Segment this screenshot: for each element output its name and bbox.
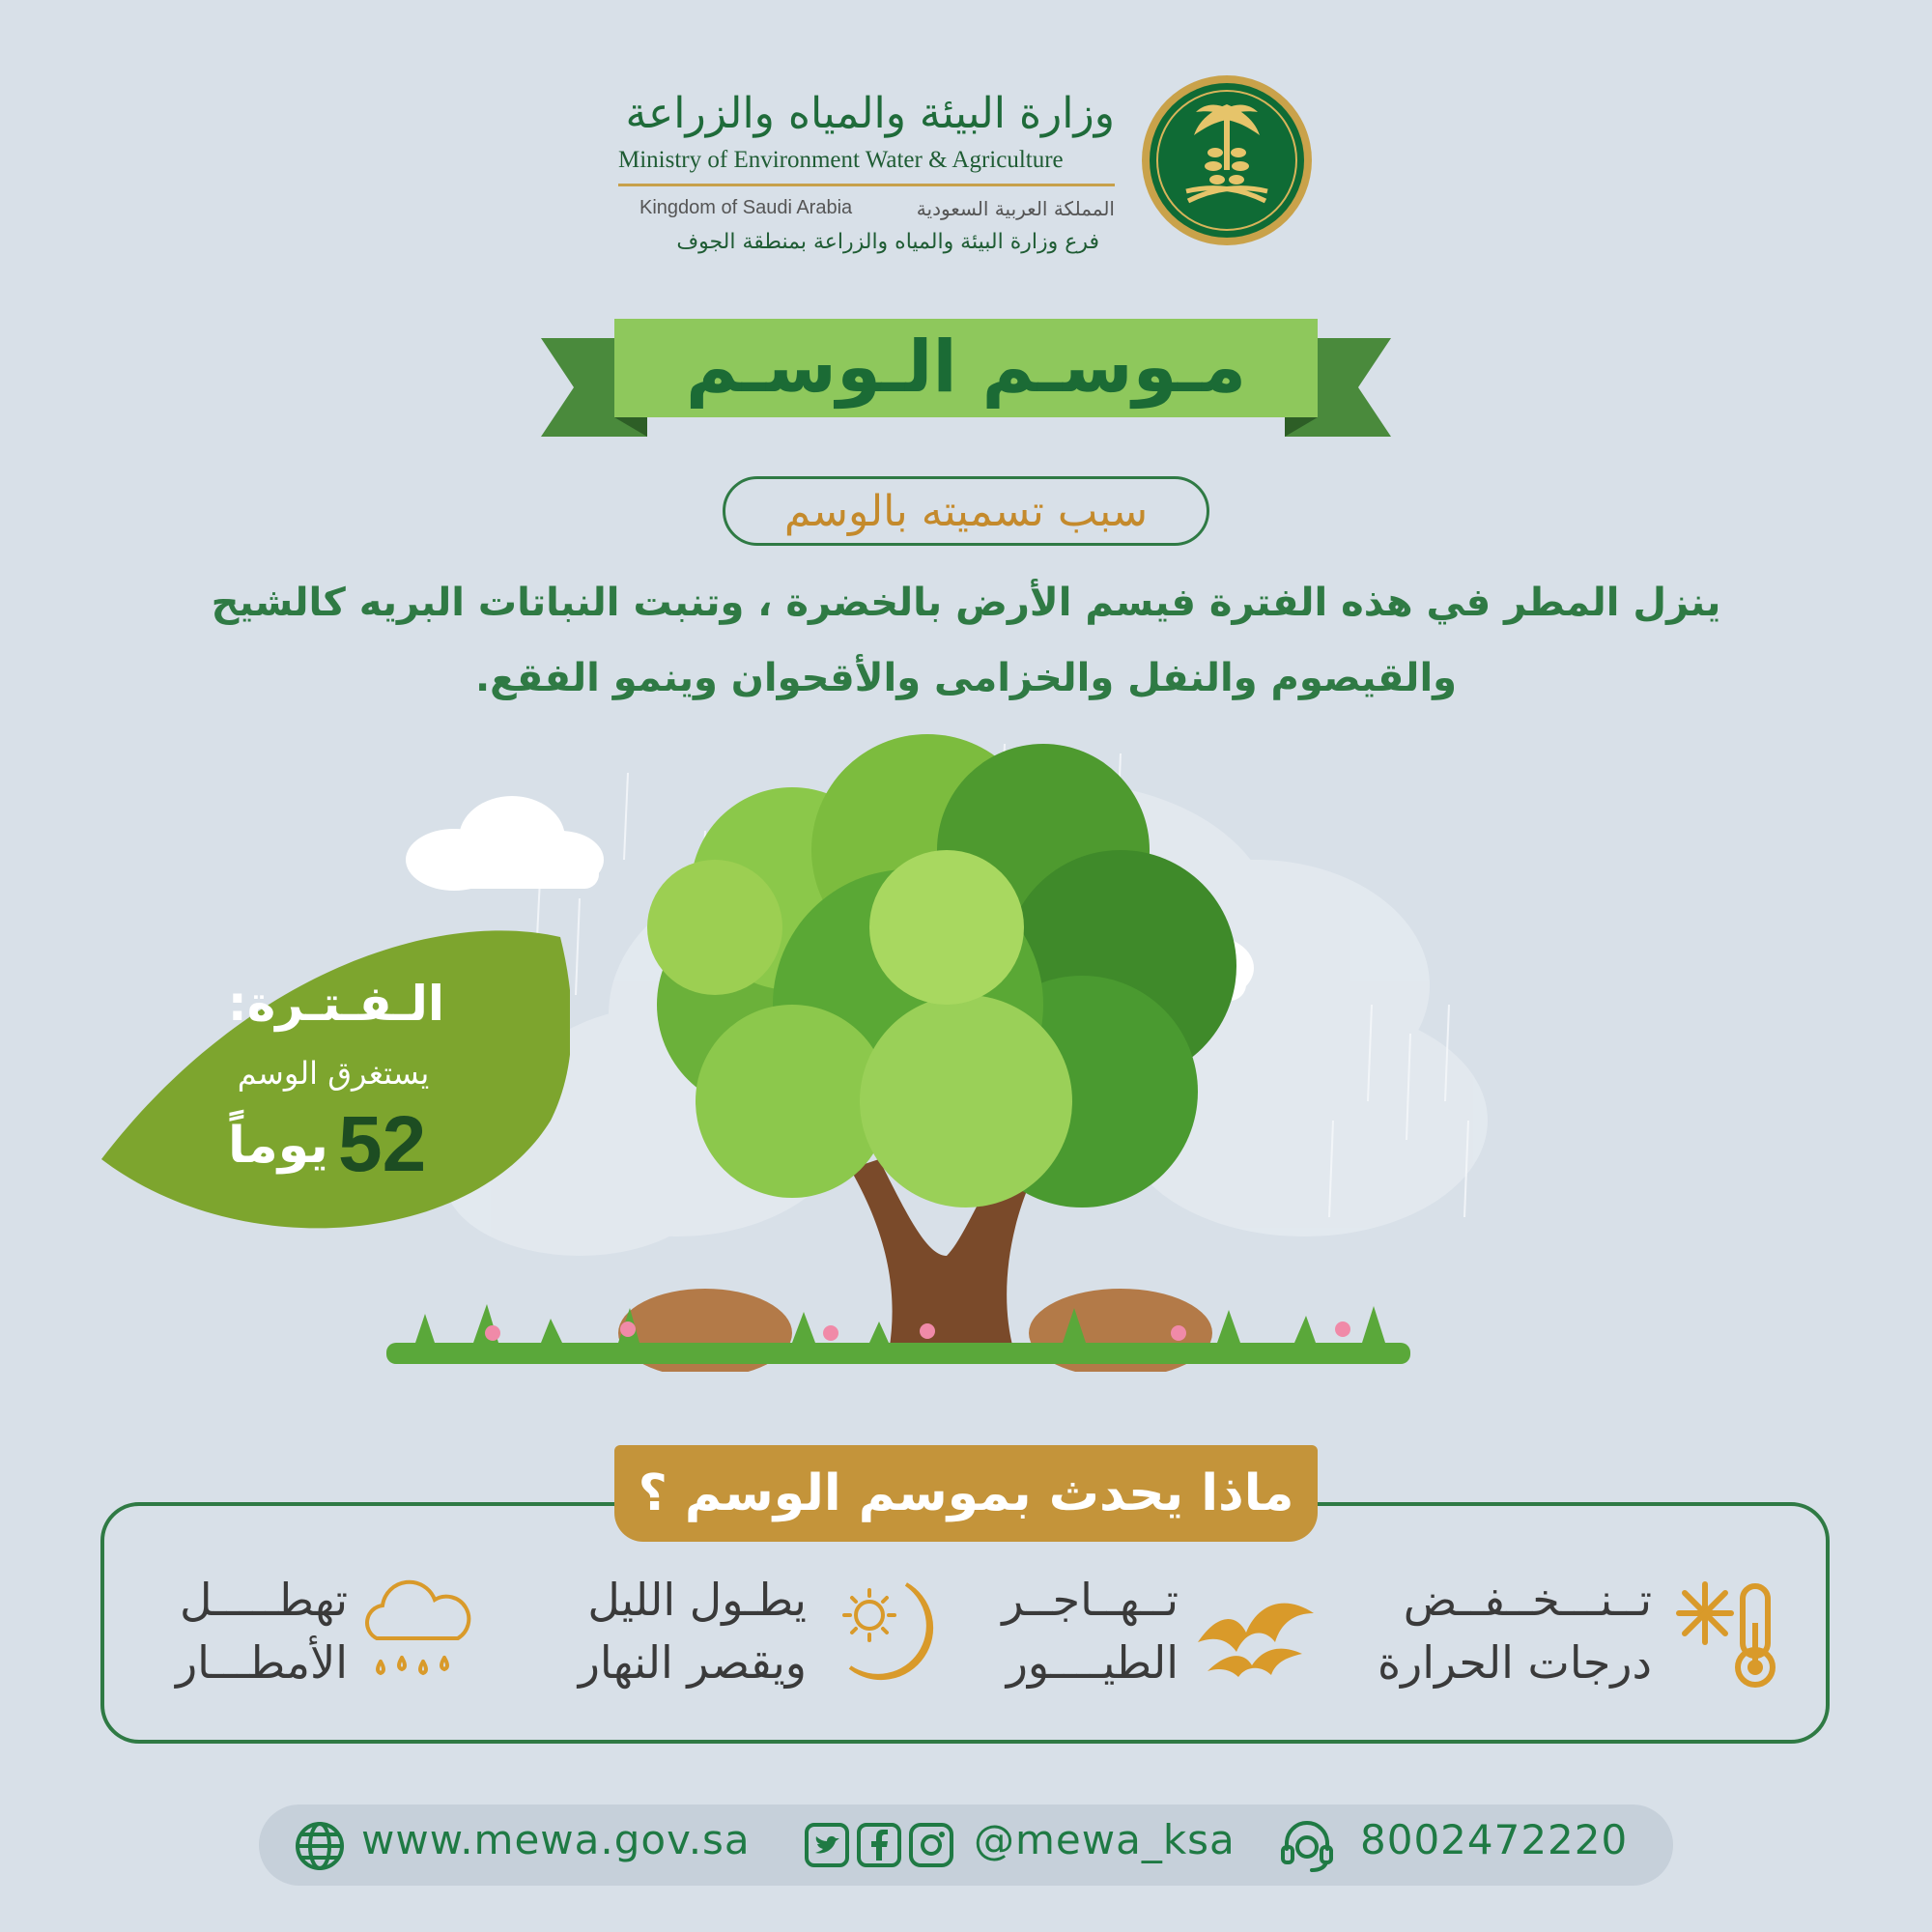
ministry-name-english: Ministry of Environment Water & Agriculture: [618, 147, 1064, 173]
item-birds-line1: تــهــاجــر: [1002, 1574, 1179, 1626]
header-divider: [618, 184, 1115, 186]
item-daylight-line2: ويقصر النهار: [578, 1636, 807, 1689]
item-temperature-line1: تــنـــخــفــض: [1403, 1574, 1652, 1626]
kingdom-name-english: Kingdom of Saudi Arabia: [639, 197, 853, 218]
item-daylight-line1: يطـول الليل: [587, 1574, 807, 1626]
reason-label: سبب تسميته بالوسم: [723, 476, 1209, 546]
what-happens-title: ماذا يحدث بموسم الوسم ؟: [614, 1445, 1318, 1542]
website-link[interactable]: www.mewa.gov.sa: [361, 1816, 751, 1863]
ministry-logo: [1140, 73, 1314, 247]
season-title: مـوسـم الـوسـم: [685, 326, 1247, 409]
period-days-unit: يوماً: [228, 1117, 328, 1175]
reason-description: ينزل المطر في هذه الفترة فيسم الأرض بالخضرة ، وتنبت النباتات البريه كالشيح والقيصوم والنفل والخزامى والأقحوان وينمو الفقع.: [211, 581, 1721, 700]
thermometer-snowflake-icon: [1671, 1575, 1787, 1690]
item-rain-line1: تهطـــــل: [180, 1574, 348, 1626]
phone-number[interactable]: 8002472220: [1360, 1816, 1629, 1863]
ministry-name-arabic: وزارة البيئة والمياه والزراعة: [625, 89, 1115, 138]
period-label: الـفـتـرة:: [227, 976, 444, 1032]
social-handle[interactable]: @mewa_ksa: [974, 1816, 1236, 1863]
moon-sun-icon: [831, 1575, 947, 1690]
globe-icon: [294, 1820, 346, 1872]
facebook-icon[interactable]: [856, 1822, 902, 1868]
period-takes-text: يستغرق الوسم: [237, 1055, 430, 1092]
item-birds-line2: الطيــــور: [1006, 1636, 1179, 1689]
branch-name: فرع وزارة البيئة والمياه والزراعة بمنطقة الجوف: [676, 230, 1099, 254]
item-temperature-line2: درجات الحرارة: [1377, 1636, 1652, 1689]
rain-cloud-icon: [357, 1575, 473, 1690]
twitter-icon[interactable]: [804, 1822, 850, 1868]
headset-support-icon: [1279, 1818, 1335, 1874]
instagram-icon[interactable]: [908, 1822, 954, 1868]
period-days-number: 52: [338, 1100, 427, 1188]
small-cloud-left: [406, 796, 604, 891]
birds-icon: [1188, 1584, 1323, 1681]
kingdom-name-arabic: المملكة العربية السعودية: [916, 197, 1115, 220]
item-rain-line2: الأمطـــار: [175, 1636, 348, 1689]
